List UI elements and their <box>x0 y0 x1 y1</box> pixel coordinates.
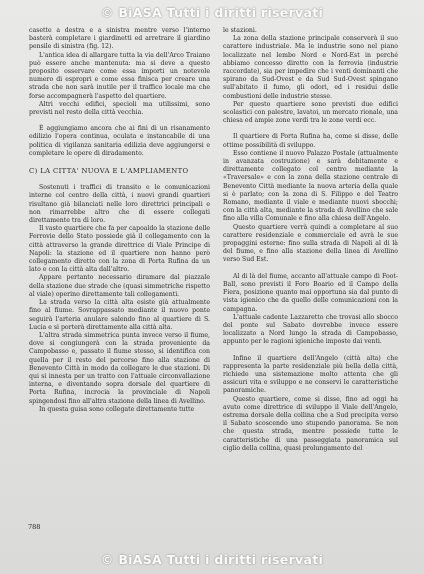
left-paragraph-3: Altri vecchi edifici, specioli ma utilissimi, sono previsti nel resto della città vecchia. <box>29 100 210 117</box>
left-paragraph-1: casette a destra e a sinistra mentre verso l'interno basterà completare i giardinetti ed arretrare il giardino pensile di sinistra (fig. 12). <box>29 27 210 51</box>
right-column <box>223 27 398 453</box>
page-number: 788 <box>28 523 41 531</box>
right-paragraph-8: L'attuale cadente Lazzaretto che trovasi allo sbocco del ponte sul Sabato dovrebbe invece essere localizzato a Nord lungo la strada di Campobasso, appunto per le ragioni igieniche imposte dai venti. <box>223 313 398 346</box>
left-paragraph-10: In questa guisa sono collegate direttamente tutte <box>39 405 195 413</box>
left-paragraph-5: Sostenuti i traffici di transito e le comunicazioni interne col centro della città, i nuovi grandi quartieri risultano già bilanciati nelle loro direttrici principali e non rimarrebbe altro che di essere collegati direttamente tra di loro. <box>29 184 210 225</box>
left-paragraph-2: L'antica idea di allargare tutta la via dell'Arco Traiano può essere anche mantenuta: ma si deve a questo proposito osservare come essa importi un notevole numero di espropri e come essa finisca per creare una strada che non sarà inutile per il traffico locale ma che forse accompagnerà l'aspetto del quartiere. <box>29 51 210 100</box>
right-paragraph-1: le stazioni. <box>223 27 257 34</box>
left-paragraph-9: L'altra strada simmetrica punta invece verso il fiume, dove si congiungerà con la strada proveniente da Campobasso e, passato il fiume stesso, si identifica con quella per il resto del percorso fino alla stazione di Benevento Città in modo da collegare le due stazioni. Di qui si innesta per un tratto con l'attuale circonvallazione interna, e diventando sopra dorsale del quartiere di Porta Rufina, incrocia la provinciale di Napoli spingendosi fino all'altra stazione della linea di Avellino. <box>29 331 210 405</box>
left-paragraph-6: Il vasto quartiere che fa per capoaldo la stazione delle Ferrovie dello Stato possiede già il collegamento con la città attraverso la grande direttrice di Viale Principe di Napoli: la stazione ed il quartiere non hanno però collegamento diretto con la zona di Porta Rufina da un lato e con la città alta dall'altro. <box>29 225 210 274</box>
watermark-top: © BiASA Tutti i diritti riservati <box>100 5 324 20</box>
right-paragraph-5: Esso contiene il nuovo Palazzo Postale (attualmente in avanzata costruzione) e sarà debitamente e direttamente collegato col centro mediante la «Traversale» e con la zona della stazione centrale di Benevento Città mediante la nuova arteria della quale si è parlato; con la zona di S. Filippo e del Teatro Romano, mediante il viale e mediante nuovi sbocchi; con la città alta, mediante la strada di Avellino che sale fino alla villa Comunale e fino alla chiesa dell'Angelo. <box>223 149 398 223</box>
right-paragraph-4: Il quartiere di Porta Rufina ha, come si disse, delle ottime possibilità di sviluppo. <box>223 133 398 149</box>
section-heading: C) LA CITTA' NUOVA E L'AMPLIAMENTO <box>29 167 189 176</box>
left-paragraph-7: Appare pertanto necessario diramare dal piazzale della stazione due strade che (quasi simmetriche rispetto al viale) operino direttamente tali collegamenti. <box>29 274 210 298</box>
right-paragraph-2: La zona della stazione principale conserverà il suo carattere industriale. Ma le industrie sono nel piano localizzate nel lembo Nord e Nord-Est in perché abbiamo concesso diretto con la ferrovia (industrie raccordate), sia per impedire che i venti dominanti che spirano da Sud-Ovest e da Sud Sud-Ovest spingano sull'abitato il fumo, gli odori, ed i residui delle combustioni delle industrie stesse. <box>223 35 398 100</box>
watermark-bottom: © BiASA Tutti i diritti riservati <box>100 552 324 567</box>
right-paragraph-6: Questo quartiere verrà quindi a completare al suo carattere residenziale e commerciale ed avrà le sue propaggini esterne: fino sulla strada di Napoli al di là del fiume, e fino alla stazione della linea di Avellino verso Sud Est. <box>223 223 398 264</box>
left-paragraph-4: È aggiungiamo ancora che ai fini di un risanamento edilizio l'opera continua, oculata e instancabile di una politica di vigilanza sanitaria edilizia deve aggiungersi e completare le opere di diradamento. <box>29 125 210 157</box>
left-column <box>29 27 210 414</box>
right-paragraph-7: Al di là del fiume, accanto all'attuale campo di Foot-Ball, sono previsti il Foro Boario ed il Campo della Fiera, posizione quanto mai opportuna sia dal punto di vista igienico che da quello delle comunicazioni con la campagna. <box>223 272 398 313</box>
right-paragraph-3: Per questo quartiere sono previsti due edifici scolastici con palestre, lavatoi, un mercato rionale, una chiesa ed ampie zone verdi tra le zone verdi ecc. <box>223 100 398 125</box>
left-paragraph-8: La strada verso la città alta esiste già attualmente fino al fiume. Sovrappassato mediante il nuovo ponte seguirà l'arteria anulare salendo fino al quartiere di S. Lucia e si porterà direttamente alla città alta. <box>29 299 210 331</box>
right-paragraph-10: Questo quartiere, come si disse, fino ad oggi ha avuto come direttrice di sviluppo il Viale dell'Angelo, estrema dorsale della collina che a Sud precipita verso il Sabato scoscendo uno stupendo panorama. Se non che questa strada, mentre possiede tutte le caratteristiche di una passeggiata panoramica sul ciglio della collina, quasi prolungamento del <box>223 395 398 452</box>
right-paragraph-9: Infine il quartiere dell'Angelo (città alta) che rappresenta la parte residenziale più bella della città, richiede una sistemazione molto attenta che gli assicuri vita e sviluppo e ne conservi le caratteristiche panoramiche. <box>223 354 398 395</box>
